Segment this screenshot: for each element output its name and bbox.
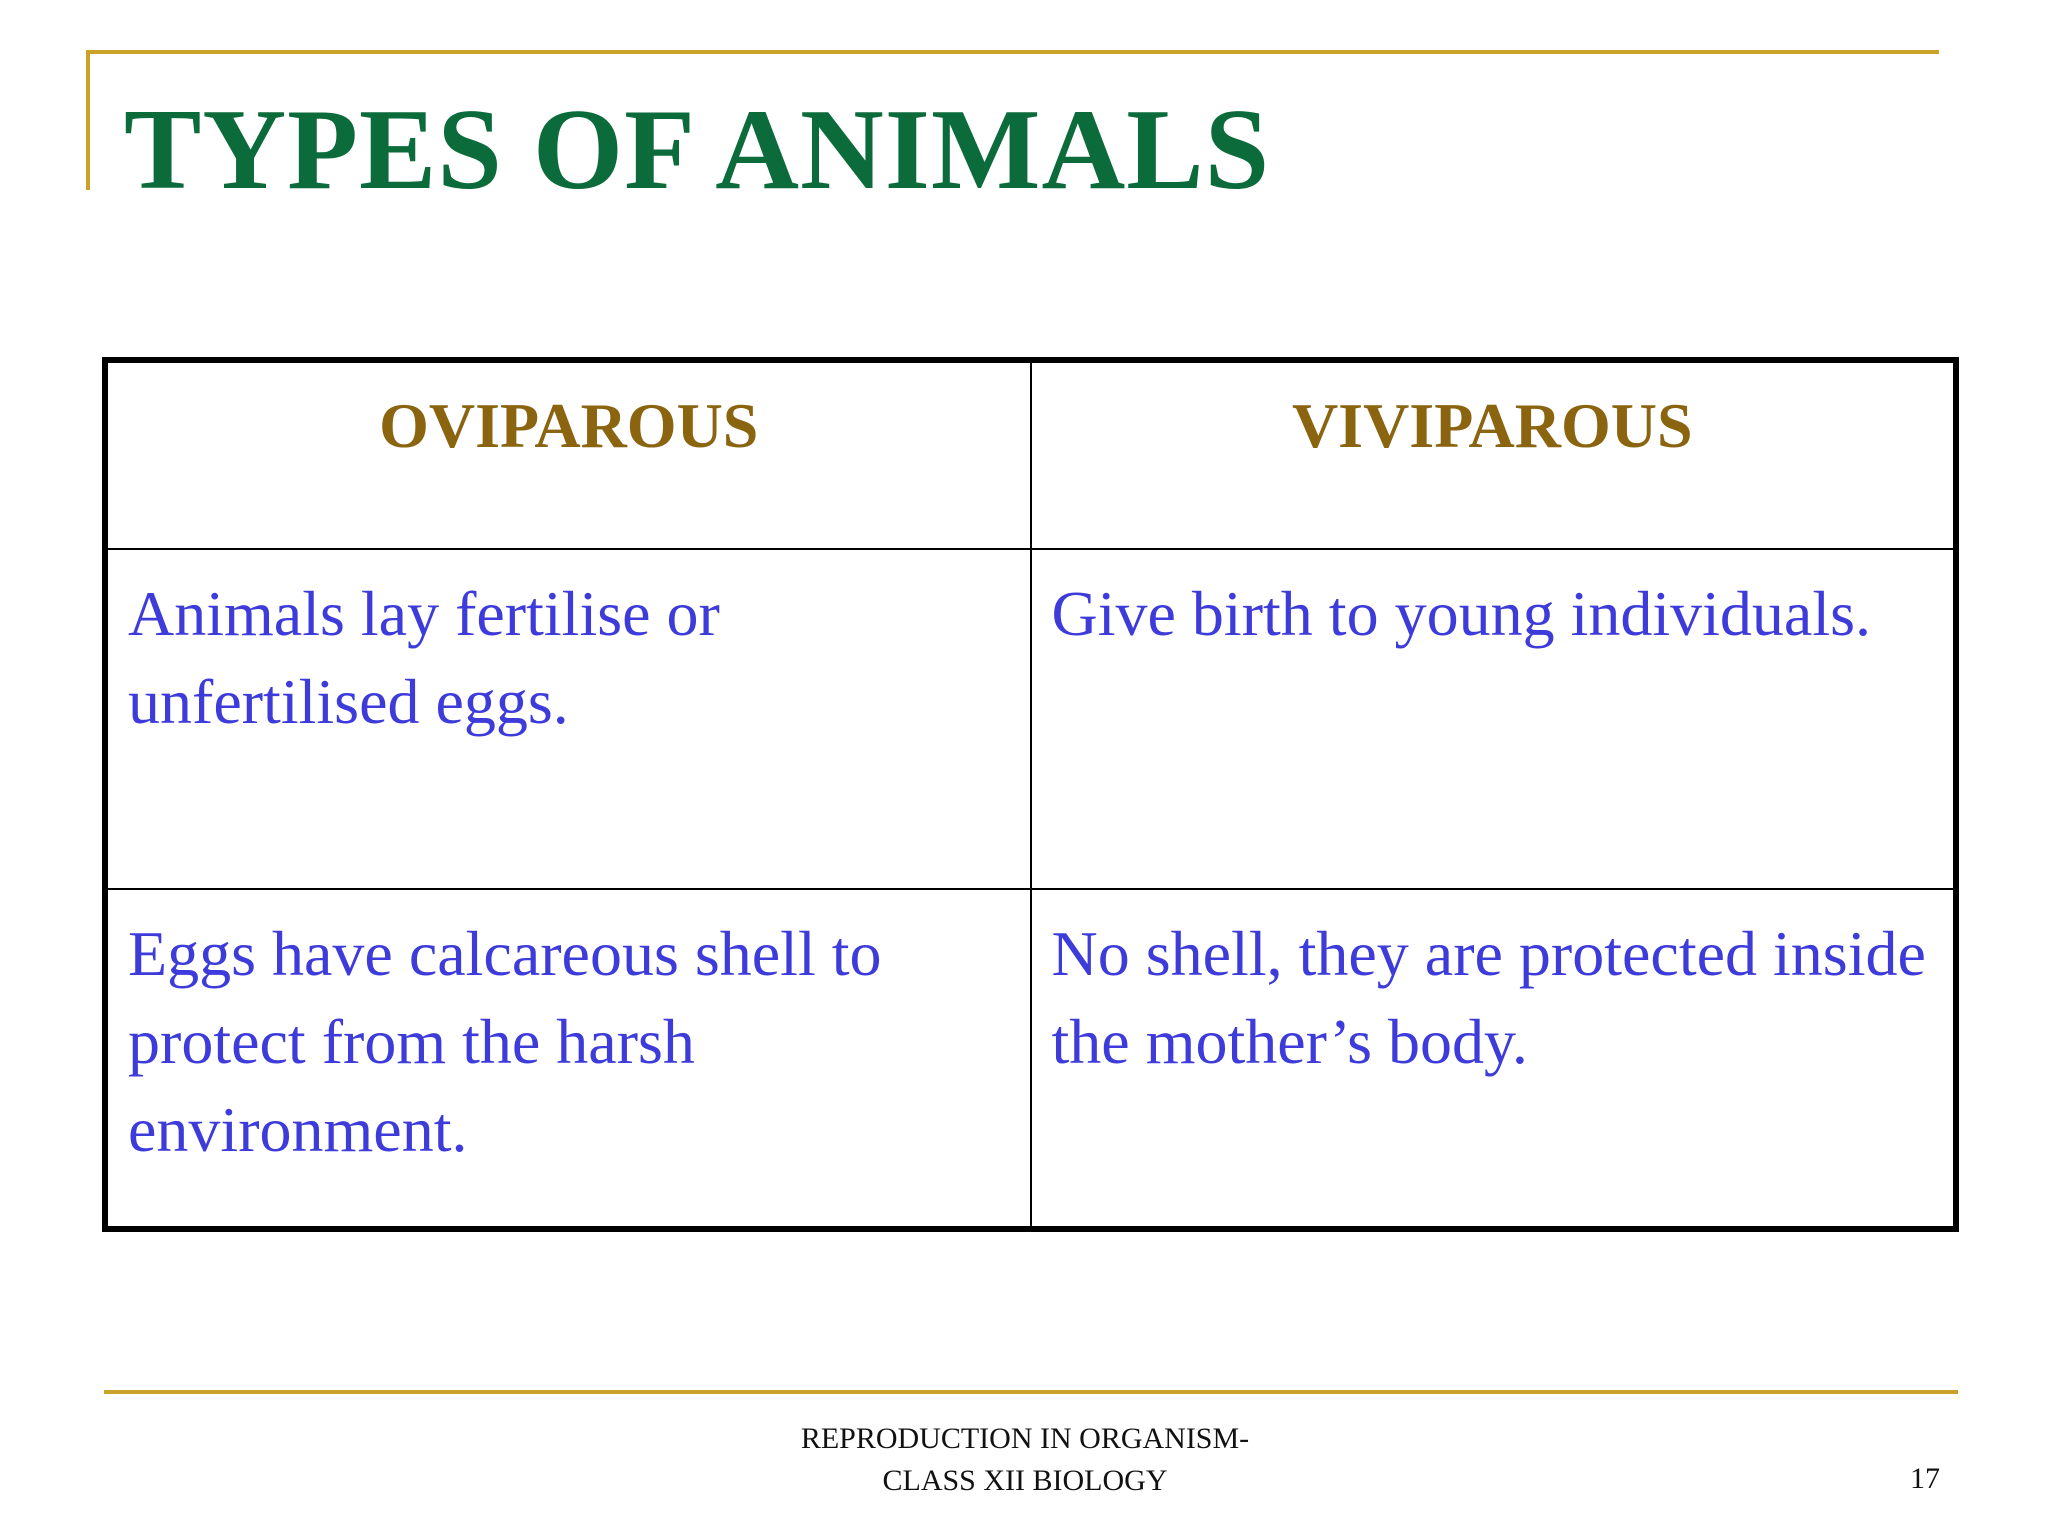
footer-line-1: REPRODUCTION IN ORGANISM- xyxy=(800,1422,1250,1455)
cell-viviparous-birth: Give birth to young individuals. xyxy=(1031,549,1954,889)
comparison-table-grid xyxy=(108,363,1953,1226)
table-row xyxy=(108,889,1953,1226)
header-viviparous: VIVIPAROUS xyxy=(1031,363,1954,549)
cell-oviparous-eggs: Animals lay fertilise or unfertilised eggs. xyxy=(108,549,1031,889)
footer-accent-rule xyxy=(104,1390,1958,1394)
cell-oviparous-shell: Eggs have calcareous shell to protect from the harsh environment. xyxy=(108,889,1031,1226)
footer-caption xyxy=(700,1418,1350,1502)
header-oviparous: OVIPAROUS xyxy=(108,363,1031,549)
page-number: 17 xyxy=(1910,1462,1940,1495)
table-header-row xyxy=(108,363,1953,549)
footer-line-2: CLASS XII BIOLOGY xyxy=(882,1464,1168,1497)
left-accent-rule xyxy=(86,50,90,190)
cell-viviparous-no-shell: No shell, they are protected inside the mother’s body. xyxy=(1031,889,1954,1226)
top-accent-rule xyxy=(86,50,1939,54)
table-row xyxy=(108,549,1953,889)
comparison-table xyxy=(102,357,1959,1232)
slide-title: TYPES OF ANIMALS xyxy=(124,86,1271,214)
